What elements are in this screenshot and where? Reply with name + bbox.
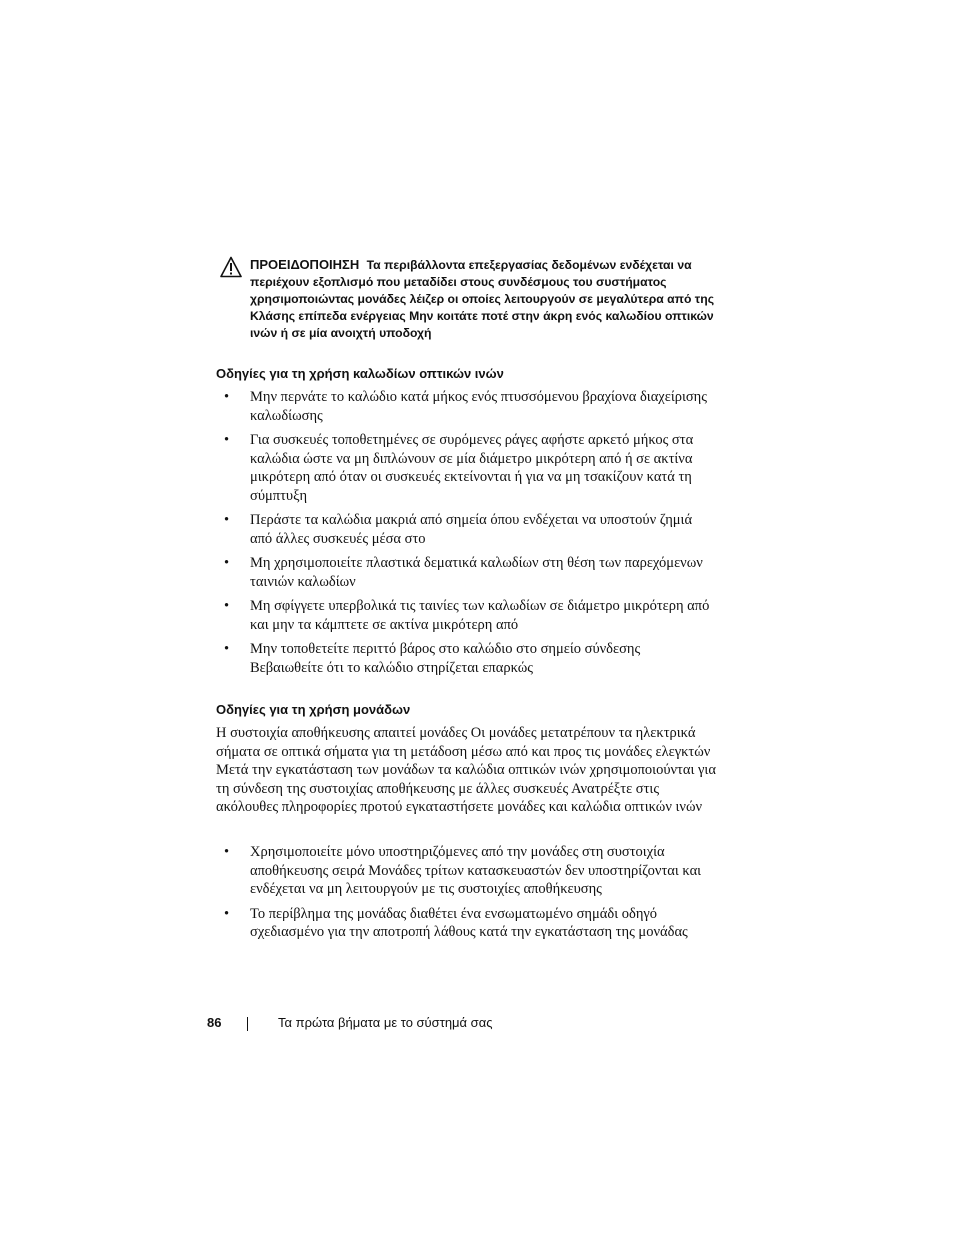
list-item: • Το περίβλημα της μονάδας διαθέτει ένα ενσωματωμένο σημάδι οδηγό σχεδιασμένο για την αποτροπή λάθους κατά την εγκατάσταση της μονάδας — [224, 905, 688, 940]
warning-notice — [220, 256, 720, 342]
footer-title: Τα πρώτα βήματα με το σύστημά σας — [278, 1015, 493, 1030]
list-item: • Μην περνάτε το καλώδιο κατά μήκος ενός πτυσσόμενου βραχίονα διαχείρισης καλωδίωσης — [224, 389, 707, 424]
section-heading-modules: Οδηγίες για τη χρήση μονάδων — [216, 702, 411, 717]
list-item: • Μη χρησιμοποιείτε πλαστικά δεματικά καλωδίων στη θέση των παρεχόμενων ταινιών καλωδίων — [224, 555, 703, 590]
section-heading-fiber-cables: Οδηγίες για τη χρήση καλωδίων οπτικών ινών — [216, 366, 504, 381]
list-item: • Χρησιμοποιείτε μόνο υποστηριζόμενες από την μονάδες στη συστοιχία αποθήκευσης σειρά Μονάδες τρίτων κατασκευαστών δεν υποστηρίζονται και ενδέχεται να μη λειτουργούν με τις συστοιχίες αποθήκευσης — [224, 844, 702, 897]
fiber-cable-guidelines-list — [216, 388, 716, 683]
page-number: 86 — [207, 1015, 222, 1030]
list-item: • Περάστε τα καλώδια μακριά από σημεία όπου ενδέχεται να υποστούν ζημιά από άλλες συσκευές μέσα στο — [224, 512, 693, 547]
warning-label: ΠΡΟΕΙΔΟΠΟΙΗΣΗ — [250, 257, 360, 272]
footer-divider — [247, 1017, 248, 1031]
list-item: • Μην τοποθετείτε περιττό βάρος στο καλώδιο στο σημείο σύνδεσης Βεβαιωθείτε ότι το καλώδιο στηρίζεται επαρκώς — [224, 641, 641, 676]
modules-paragraph: Η συστοιχία αποθήκευσης απαιτεί μονάδες Οι μονάδες μετατρέπουν τα ηλεκτρικά σήματα σε οπτικά σήματα για τη μετάδοση μέσω από και προς τις μονάδες ελεγκτών Μετά την εγκατάσταση των μονάδων τα καλώδια οπτικών ινών χρησιμοποιούνται για τη σύνδεση της συστοιχίας αποθήκευσης με άλλες συσκευές Ανατρέξτε στις ακόλουθες πληροφορίες προτού εγκαταστήσετε μονάδες και καλώδια οπτικών ινών — [216, 725, 716, 815]
warning-triangle-icon — [220, 256, 242, 278]
module-guidelines-list — [216, 843, 716, 948]
warning-body: Τα περιβάλλοντα επεξεργασίας δεδομένων ενδέχεται να περιέχουν εξοπλισμό που μεταδίδει στους συνδέσμους του συστήματος χρησιμοποιώντας μονάδες λέιζερ οι οποίες λειτουργούν σε μεγαλύτερα από της Κλάσης επίπεδα ενέργειας Μην κοιτάτε ποτέ στην άκρη ενός καλωδίου οπτικών ινών ή σε μία ανοιχτή υποδοχή — [250, 258, 715, 340]
warning-text — [250, 256, 720, 342]
list-item: • Μη σφίγγετε υπερβολικά τις ταινίες των καλωδίων σε διάμετρο μικρότερη από και μην τα κάμπτετε σε ακτίνα μικρότερη από — [224, 598, 710, 633]
list-item: • Για συσκευές τοποθετημένες σε συρόμενες ράγες αφήστε αρκετό μήκος στα καλώδια ώστε να μη διπλώνουν σε μία διάμετρο μικρότερη από ή σε ακτίνα μικρότερη από όταν οι συσκευές εκτείνονται ή για να μη τσακίζουν κατά τη σύμπτυξη — [224, 432, 694, 504]
